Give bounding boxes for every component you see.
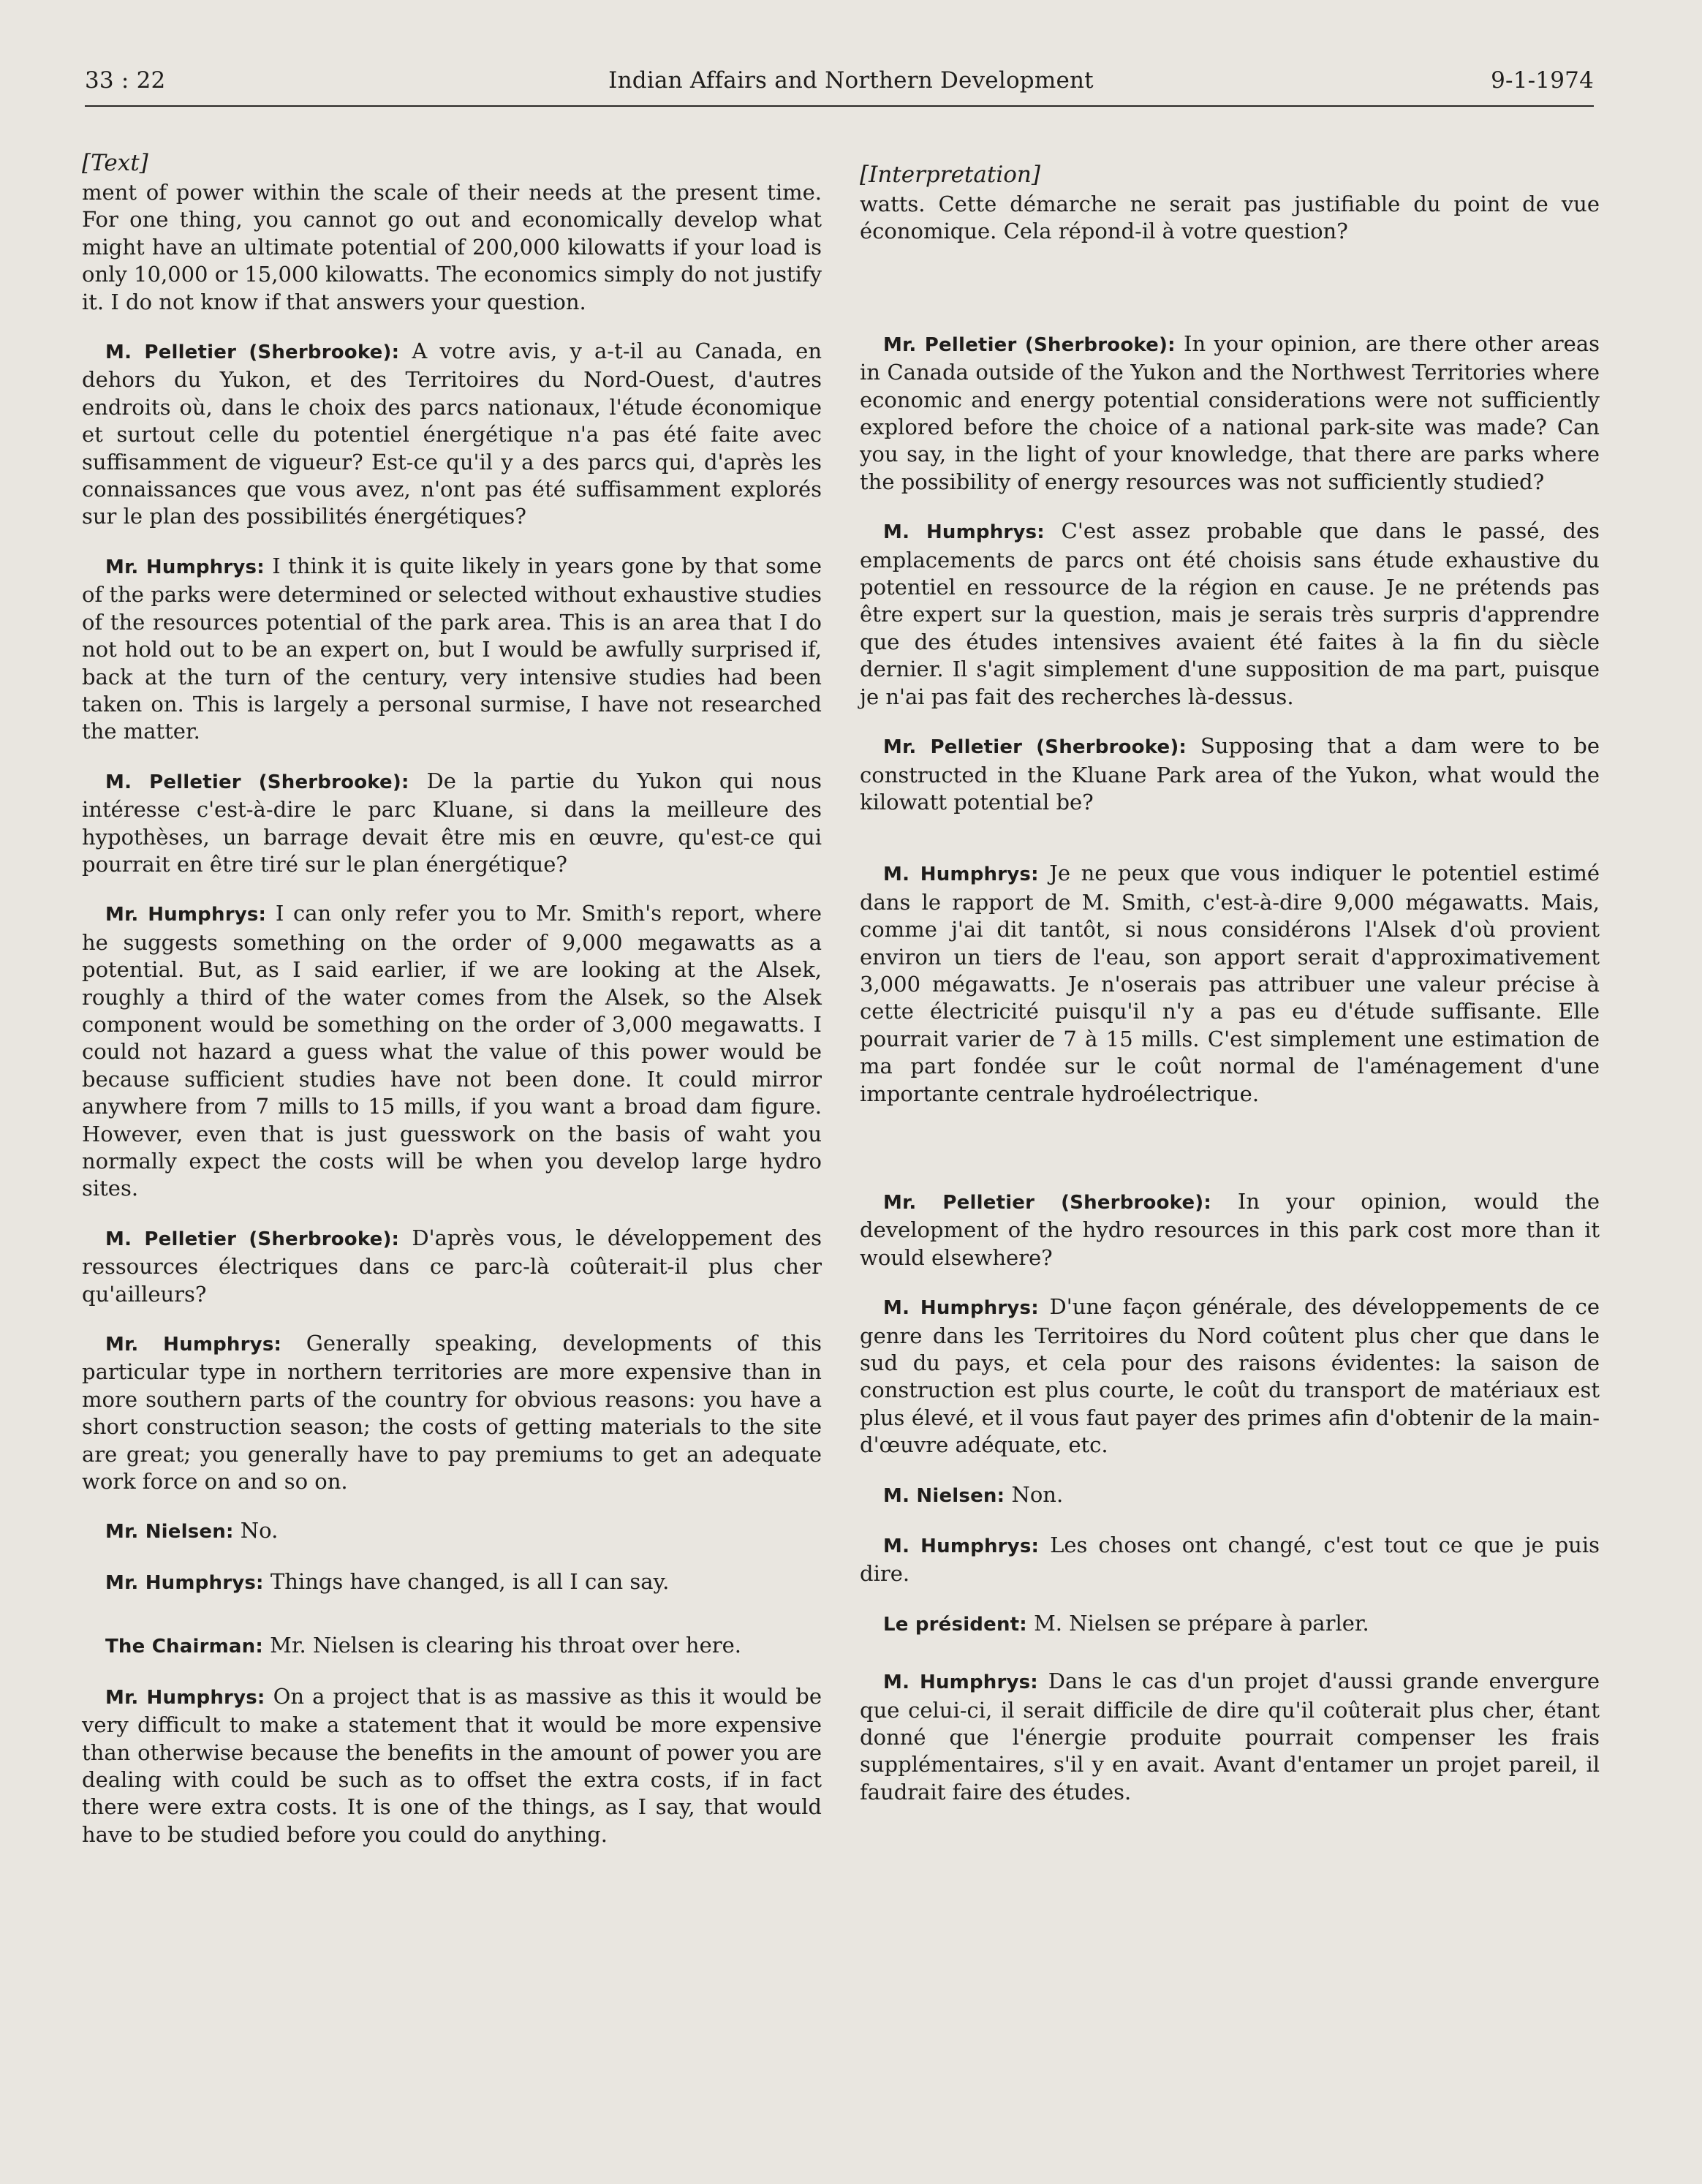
paragraph xyxy=(82,900,822,1202)
header-rule xyxy=(85,105,1594,107)
text-marker: [Text] xyxy=(82,150,148,176)
speaker-label: M. Humphrys: xyxy=(883,1297,1039,1320)
left-column xyxy=(82,150,822,1870)
paragraph-text: Dans le cas d'un projet d'aussi grande envergure que celui-ci, il serait difficile de dire qu'il coûterait plus cher, étant donné que l'énergie produite pourrait compenser les frais supplémentaires, s'il y en avait. Avant d'entamer un projet pareil, il faudrait faire des études. xyxy=(860,1669,1600,1805)
paragraph-text: M. Nielsen se prépare à parler. xyxy=(1034,1610,1369,1636)
speaker-label: Mr. Pelletier (Sherbrooke): xyxy=(883,333,1176,356)
paragraph xyxy=(860,1481,1600,1510)
paragraph xyxy=(82,1225,822,1308)
page-date: 9-1-1974 xyxy=(1491,67,1594,94)
paragraph xyxy=(860,1610,1600,1639)
paragraph-text: Things have changed, is all I can say. xyxy=(270,1568,670,1594)
speaker-label: Mr. Humphrys: xyxy=(105,556,265,578)
speaker-label: M. Humphrys: xyxy=(883,1671,1038,1694)
paragraph xyxy=(860,1293,1600,1459)
paragraph xyxy=(860,330,1600,496)
paragraph xyxy=(860,733,1600,816)
speaker-label: Mr. Humphrys: xyxy=(105,1571,264,1594)
speaker-label: Mr. Humphrys: xyxy=(105,904,267,926)
paragraph-text: D'après vous, le développement des ressources électriques dans ce parc-là coûterait-il plus cher qu'ailleurs? xyxy=(82,1225,822,1307)
paragraph-text: C'est assez probable que dans le passé, des emplacements de parcs ont été choisis sans étude exhaustive du potentiel en ressource de la région en cause. Je ne prétends pas être expert sur la question, mais je serais très surpris d'apprendre que des études intensives avaient été faites à la fin du siècle dernier. Il s'agit simplement d'une supposition de ma part, puisque je n'ai pas fait des recherches là-dessus. xyxy=(860,518,1600,709)
page-reference: 33 : 22 xyxy=(85,67,166,94)
speaker-label: Mr. Pelletier (Sherbrooke): xyxy=(883,736,1187,759)
paragraph-text: Non. xyxy=(1011,1481,1064,1507)
speaker-label: M. Humphrys: xyxy=(883,521,1045,544)
right-column xyxy=(860,150,1600,1828)
paragraph xyxy=(82,1517,822,1546)
paragraph xyxy=(860,860,1600,1108)
paragraph-text: Supposing that a dam were to be constructed in the Kluane Park area of the Yukon, what would the kilowatt potential be? xyxy=(860,733,1600,815)
speaker-label: M. Pelletier (Sherbrooke): xyxy=(105,771,409,793)
speaker-label: Mr. Humphrys: xyxy=(105,1686,265,1709)
speaker-label: M. Pelletier (Sherbrooke): xyxy=(105,1228,400,1250)
paragraph xyxy=(860,518,1600,711)
paragraph-text: On a project that is as massive as this it would be very difficult to make a statement that it would be more expensive than otherwise because the benefits in the amount of power you are dealing with could be such as to offset the extra costs, if in fact there were extra costs. It is one of the things, as I say, that would have to be studied before you could do anything. xyxy=(82,1683,822,1847)
paragraph-text: De la partie du Yukon qui nous intéresse c'est-à-dire le parc Kluane, si dans la meilleure des hypothèses, un barrage devait être mis en œuvre, qu'est-ce qui pourrait en être tiré sur le plan énergétique? xyxy=(82,768,822,877)
speaker-label: Le président: xyxy=(883,1613,1027,1636)
paragraph xyxy=(82,338,822,531)
paragraph-text: In your opinion, are there other areas in Canada outside of the Yukon and the Northwest Territories where economic and energy potential considerations were not sufficiently explored before the choice of a national park-site was made? Can you say, in the light of your knowledge, that there are parks where the possibility of energy resources was not sufficiently studied? xyxy=(860,330,1600,494)
paragraph-text: A votre avis, y a-t-il au Canada, en dehors du Yukon, et des Territoires du Nord-Ouest, d'autres endroits où, dans le choix des parcs nationaux, l'étude économique et surtout celle du potentiel énergétique n'a pas été faite avec suffisamment de vigueur? Est-ce qu'il y a des parcs qui, d'après les connaissances que vous avez, n'ont pas été suffisamment explorés sur le plan des possibilités énergétiques? xyxy=(82,339,822,529)
paragraph xyxy=(860,1668,1600,1806)
speaker-label: Mr. Pelletier (Sherbrooke): xyxy=(883,1191,1211,1214)
paragraph-text: I can only refer you to Mr. Smith's report, where he suggests something on the order of 9,000 megawatts as a potential. But, as I said earlier, if we are looking at the Alsek, roughly a third of the water comes from the Alsek, so the Alsek component would be something on the order of 3,000 megawatts. I could not hazard a guess what the value of this power would be because sufficient studies have not been done. It could mirror anywhere from 7 mills to 15 mills, if you want a broad dam figure. However, even that is just guesswork on the basis of waht you normally expect the costs will be when you develop large hydro sites. xyxy=(82,901,822,1201)
interpretation-marker: [Interpretation] xyxy=(860,162,1040,188)
paragraph-text: Mr. Nielsen is clearing his throat over here. xyxy=(270,1633,741,1658)
paragraph-text: watts. Cette démarche ne serait pas justifiable du point de vue économique. Cela répond-il à votre question? xyxy=(860,192,1600,244)
speaker-label: M. Nielsen: xyxy=(883,1484,1005,1507)
paragraph-text: Je ne peux que vous indiquer le potentiel estimé dans le rapport de M. Smith, c'est-à-dire 9,000 mégawatts. Mais, comme j'ai dit tantôt, si nous considérons l'Alsek d'où provient environ un tiers de l'eau, son apport serait d'approximativement 3,000 mégawatts. Je n'oserais pas attribuer une valeur précise à cette électricité puisqu'il n'y a pas eu d'étude suffisante. Elle pourrait varier de 7 à 15 mills. C'est simplement une estimation de ma part fondée sur le coût normal de l'aménagement d'une importante centrale hydroélectrique. xyxy=(860,861,1600,1106)
speaker-label: The Chairman: xyxy=(105,1636,263,1658)
speaker-label: M. Humphrys: xyxy=(883,864,1039,886)
speaker-label: Mr. Nielsen: xyxy=(105,1521,234,1543)
paragraph xyxy=(82,1568,822,1597)
speaker-label: M. Humphrys: xyxy=(883,1535,1040,1558)
running-title: Indian Affairs and Northern Development xyxy=(608,67,1094,94)
paragraph-text: In your opinion, would the development of the hydro resources in this park cost more than it would elsewhere? xyxy=(860,1188,1600,1270)
paragraph-text: No. xyxy=(240,1518,279,1543)
speaker-label: Mr. Humphrys: xyxy=(105,1334,282,1356)
paragraph xyxy=(82,553,822,746)
paragraph xyxy=(82,1683,822,1848)
paragraph xyxy=(82,1330,822,1495)
paragraph xyxy=(82,768,822,879)
paragraph-text: D'une façon générale, des développements de ce genre dans les Territoires du Nord coûtent plus cher que dans le sud du pays, et cela pour des raisons évidentes: la saison de construction est plus courte, le coût du transport de matériaux est plus élevé, et il vous faut payer des primes afin d'obtenir de la main-d'œuvre adéquate, etc. xyxy=(860,1294,1600,1458)
paragraph xyxy=(860,191,1600,246)
paragraph xyxy=(82,179,822,316)
paragraph xyxy=(82,1632,822,1660)
paragraph-text: Les choses ont changé, c'est tout ce que je puis dire. xyxy=(860,1533,1600,1587)
paragraph-text: I think it is quite likely in years gone by that some of the parks were determined or selected without exhaustive studies of the resources potential of the park area. This is an area that I do not hold out to be an expert on, but I would be awfully surprised if, back at the turn of the century, very intensive studies had been taken on. This is largely a personal surmise, I have not researched the matter. xyxy=(82,553,822,744)
speaker-label: M. Pelletier (Sherbrooke): xyxy=(105,341,400,364)
paragraph xyxy=(860,1532,1600,1588)
paragraph-text: Generally speaking, developments of this particular type in northern territories are more expensive than in more southern parts of the country for obvious reasons: you have a short construction season; the costs of getting materials to the site are great; you generally have to pay premiums to get an adequate work force on and so on. xyxy=(82,1331,822,1495)
paragraph-text: ment of power within the scale of their needs at the present time. For one thing, you cannot go out and economically develop what might have an ultimate potential of 200,000 kilowatts if your load is only 10,000 or 15,000 kilowatts. The economics simply do not justify it. I do not know if that answers your question. xyxy=(82,180,822,314)
paragraph xyxy=(860,1188,1600,1272)
